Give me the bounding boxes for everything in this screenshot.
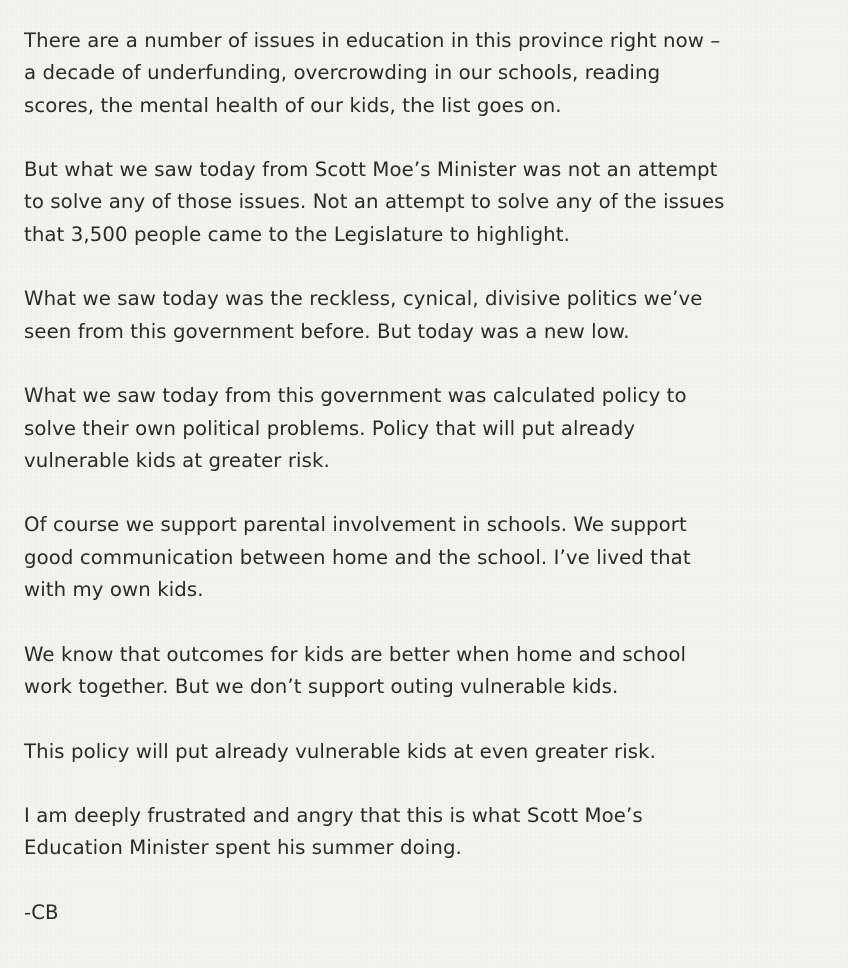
paragraph-2 bbox=[24, 154, 834, 251]
signature: -CB bbox=[24, 901, 59, 925]
text-line: solve their own political problems. Policy that will put already bbox=[24, 416, 636, 440]
paragraph-6 bbox=[24, 639, 834, 704]
text-line: good communication between home and the school. I’ve lived that bbox=[24, 545, 691, 569]
text-line: with my own kids. bbox=[24, 578, 204, 602]
note-body bbox=[24, 25, 834, 929]
text-line: seen from this government before. But today was a new low. bbox=[24, 319, 630, 343]
paragraph-4 bbox=[24, 380, 834, 477]
text-line: What we saw today was the reckless, cynical, divisive politics we’ve bbox=[24, 287, 703, 311]
text-line: scores, the mental health of our kids, the list goes on. bbox=[24, 93, 562, 117]
paragraph-1 bbox=[24, 25, 834, 122]
text-line: There are a number of issues in education in this province right now – bbox=[24, 29, 721, 52]
text-line: work together. But we don’t support outing vulnerable kids. bbox=[24, 674, 619, 698]
text-line: We know that outcomes for kids are better when home and school bbox=[24, 642, 687, 666]
paragraph-3 bbox=[24, 283, 834, 348]
text-line: Education Minister spent his summer doing. bbox=[24, 836, 462, 860]
paragraph-5 bbox=[24, 509, 834, 606]
text-line: vulnerable kids at greater risk. bbox=[24, 448, 330, 472]
text-line: that 3,500 people came to the Legislature to highlight. bbox=[24, 222, 570, 246]
text-line: I am deeply frustrated and angry that this is what Scott Moe’s bbox=[24, 804, 643, 828]
text-line: Of course we support parental involvement in schools. We support bbox=[24, 513, 687, 537]
text-line: But what we saw today from Scott Moe’s Minister was not an attempt bbox=[24, 158, 718, 182]
text-line: to solve any of those issues. Not an attempt to solve any of the issues bbox=[24, 190, 725, 214]
paragraph-7 bbox=[24, 736, 834, 768]
text-line: What we saw today from this government was calculated policy to bbox=[24, 384, 687, 408]
text-line: a decade of underfunding, overcrowding in our schools, reading bbox=[24, 61, 661, 85]
paragraph-8 bbox=[24, 800, 834, 865]
text-line: This policy will put already vulnerable kids at even greater risk. bbox=[24, 739, 657, 763]
